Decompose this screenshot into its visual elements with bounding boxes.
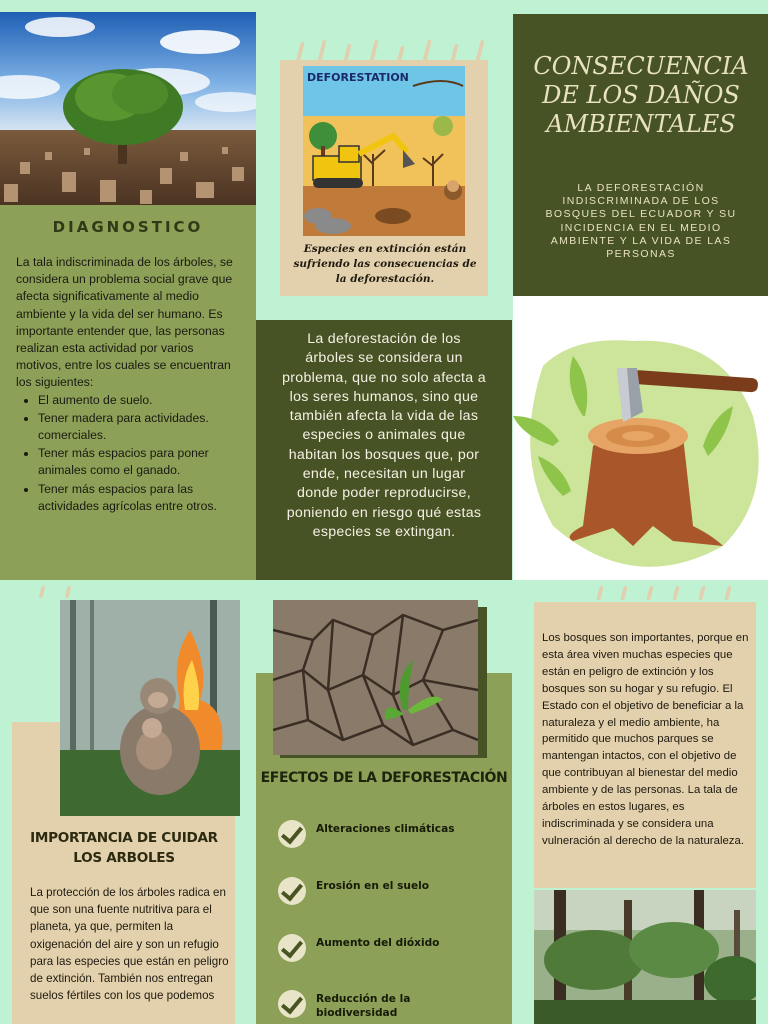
efecto-item: [278, 934, 508, 962]
cracked-soil-photo: [273, 600, 478, 755]
check-icon: [278, 877, 306, 905]
decor-dash: [317, 40, 326, 62]
axe-stump-illustration: [513, 296, 768, 580]
decor-dash: [475, 40, 484, 62]
forest-photo: [534, 890, 756, 1024]
diagnostico-title: DIAGNOSTICO: [52, 218, 204, 236]
decor-dash: [724, 586, 731, 600]
list-item: • Tener más espacios para las actividades agrícolas entre otros.: [38, 481, 240, 515]
middle-paragraph: La deforestación de los árboles se considera un problema, que no solo afecta a los seres humanos, sino que también afecta la vida de las especies o animales que habitan los bosques que, por ende, necesitan un lugar donde poder reproducirse, poniendo en riesgo qué estas especies se extingan.: [282, 331, 486, 540]
efecto-item: [278, 820, 508, 848]
efecto-label: Aumento del dióxido: [316, 937, 440, 949]
lone-tree-photo: [0, 12, 256, 207]
efectos-title: EFECTOS DE LA DEFORESTACIÓN: [260, 770, 508, 786]
cartoon-caption: Especies en extinción están sufriendo las consecuencias de la deforestación.: [293, 243, 477, 285]
middle-text-panel: [256, 320, 512, 580]
importancia-text: La protección de los árboles radica en que son una fuente nutritiva para el planeta, ya que, permiten la oxigenación del aire y son un refugio para las especies que están en peligro de extinción. También nos entregan suelos fértiles con los que podemos: [30, 886, 229, 1003]
decor-dash: [596, 586, 603, 600]
efecto-label: Reducción de la biodiversidad: [316, 993, 411, 1019]
importancia-title: IMPORTANCIA DE CUIDAR LOS ARBOLES: [30, 830, 218, 866]
decor-dash: [39, 586, 46, 598]
page-subtitle: LA DEFORESTACIÓN INDISCRIMINADA DE LOS BOSQUES DEL ECUADOR Y SU INCIDENCIA EN EL MEDIO AMBIENTE Y LA VIDA DE LAS PERSONAS: [545, 182, 737, 261]
list-item: • El aumento de suelo.: [38, 392, 240, 409]
decor-dash: [369, 40, 378, 62]
monkey-fire-photo: [60, 600, 240, 816]
efecto-label: Alteraciones climáticas: [316, 823, 455, 835]
page-title: CONSECUENCIA DE LOS DAÑOS AMBIENTALES: [533, 52, 749, 138]
decor-dash: [646, 586, 653, 600]
diagnostico-list: [16, 392, 240, 515]
check-icon: [278, 934, 306, 962]
decor-dash: [698, 586, 705, 600]
decor-dash: [65, 586, 72, 598]
decor-dash: [672, 586, 679, 600]
check-icon: [278, 990, 306, 1018]
deforestation-cartoon: [303, 66, 465, 236]
diagnostico-paragraph: La tala indiscriminada de los árboles, se considera un problema social grave que afecta significativamente al medio ambiente y la vida del ser humano. Es importante entender que, las personas realizan esta actividad por varios motivos, entre los cuales se encuentran los siguientes:: [16, 255, 233, 390]
list-item: • Tener madera para actividades. comerciales.: [38, 410, 240, 444]
bosques-text: Los bosques son importantes, porque en esta área viven muchas especies que están en peligro de extinción y los bosques son su hogar y su refugio. El Estado con el objetivo de beneficiar a la naturaleza y el medio ambiente, ha permitido que muchos parques se mantengan intactos, con el objetivo de que contribuyan al bienestar del medio ambiente y de las personas. La tala de árboles en estos lugares, es indiscriminada y se considera una vulneración al derecho de la naturaleza.: [542, 632, 749, 847]
decor-dash: [422, 40, 431, 62]
diagnostico-panel: [0, 205, 256, 580]
efecto-item: [278, 877, 508, 905]
cartoon-label: DEFORESTATION: [307, 71, 409, 84]
list-item: • Tener más espacios para poner animales como el ganado.: [38, 445, 240, 479]
efecto-label: Erosión en el suelo: [316, 880, 430, 892]
efecto-item: [278, 990, 508, 1020]
check-icon: [278, 820, 306, 848]
decor-dash: [620, 586, 627, 600]
